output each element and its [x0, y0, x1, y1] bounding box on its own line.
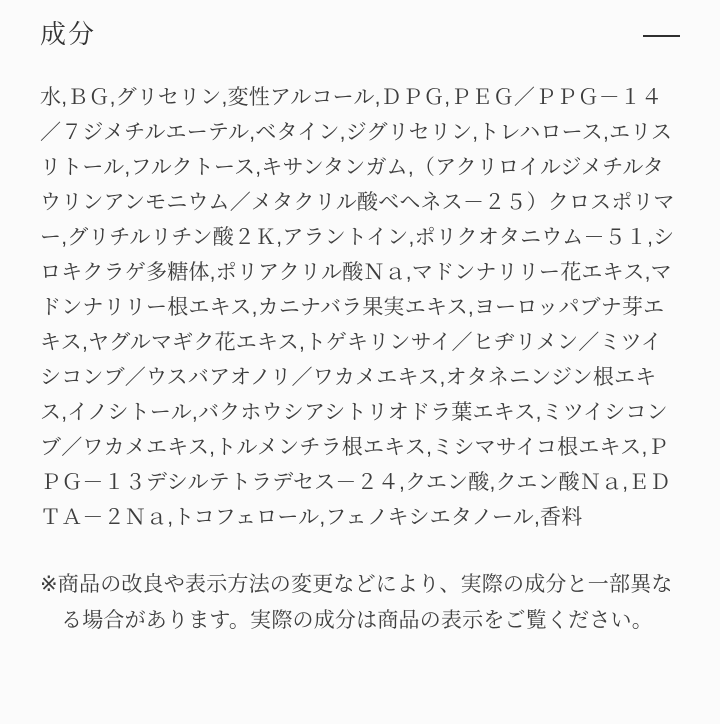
section-title: 成分: [40, 19, 97, 49]
ingredients-accordion-header[interactable]: [40, 14, 680, 54]
note-text: 商品の改良や表示方法の変更などにより、実際の成分と一部異なる場合があります。実際の成分は商品の表示をご覧ください。: [57, 573, 673, 632]
disclaimer-note: [40, 567, 680, 639]
ingredients-text: 水,ＢＧ,グリセリン,変性アルコール,ＤＰＧ,ＰＥＧ／ＰＰＧ－１４／７ジメチルエーテル,ベタイン,ジグリセリン,トレハロース,エリスリトール,フルクトース,キサンタンガム,（アクリロイルジメチルタウリンアンモニウム／メタクリル酸ベヘネス－２５）クロスポリマー,グリチルリチン酸２Ｋ,アラントイン,ポリクオタニウム－５１,シロキクラゲ多糖体,ポリアクリル酸Ｎａ,マドンナリリー花エキス,マドンナリリー根エキス,カニナバラ果実エキス,ヨーロッパブナ芽エキス,ヤグルマギク花エキス,トゲキリンサイ／ヒヂリメン／ミツイシコンブ／ウスバアオノリ／ワカメエキス,オタネニンジン根エキス,イノシトール,バクホウシアシトリオドラ葉エキス,ミツイシコンブ／ワカメエキス,トルメンチラ根エキス,ミシマサイコ根エキス,ＰＰＧ－１３デシルテトラデセス－２４,クエン酸,クエン酸Ｎａ,ＥＤＴＡ－２Ｎａ,トコフェロール,フェノキシエタノール,香料: [40, 86, 675, 529]
note-marker: ※: [40, 573, 58, 596]
minus-icon[interactable]: [643, 35, 680, 37]
